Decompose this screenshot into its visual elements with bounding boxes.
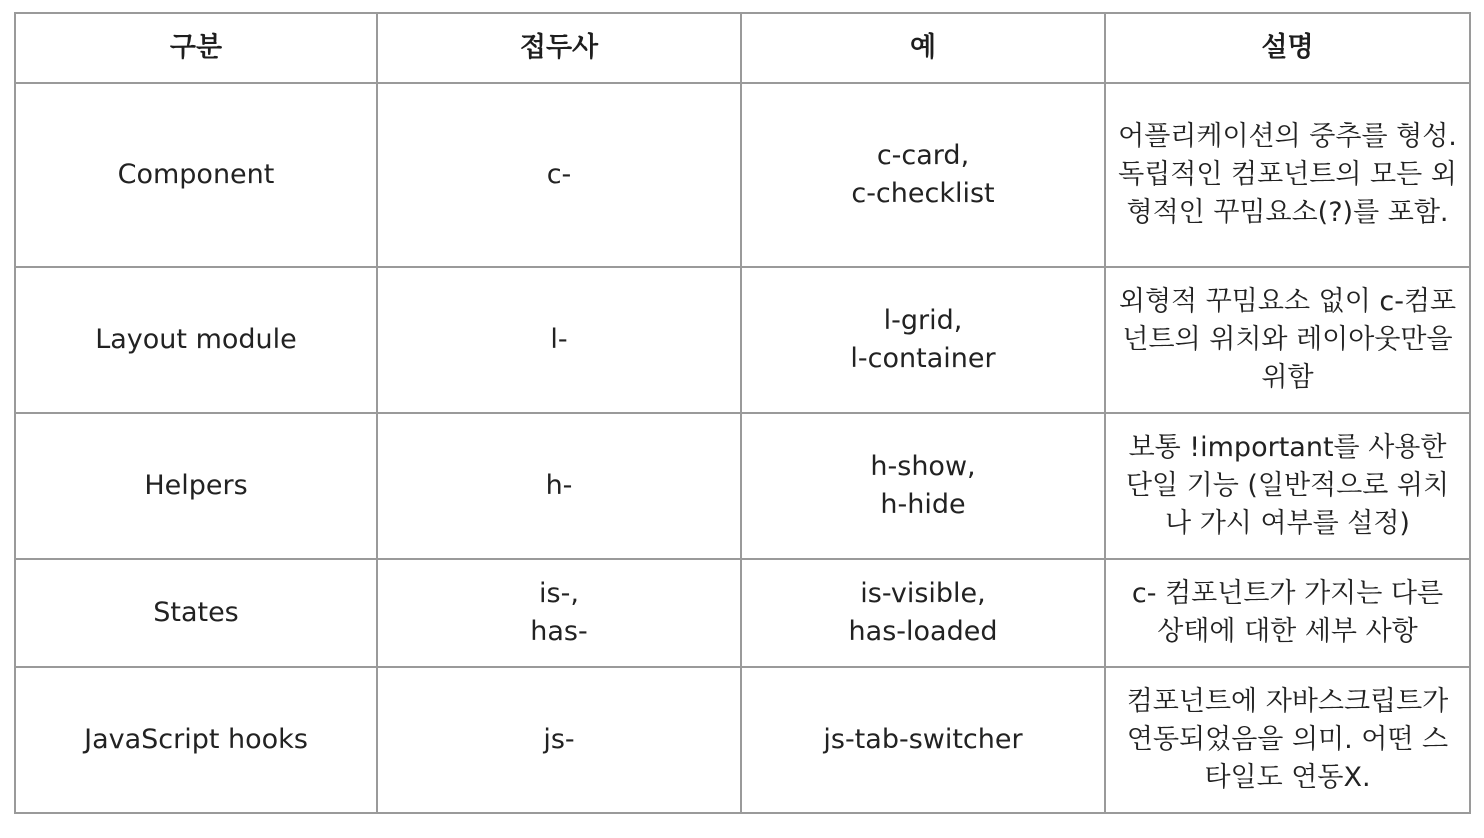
cell-category: States: [15, 559, 377, 667]
table-row: [15, 559, 1470, 667]
table-row: [15, 83, 1470, 267]
cell-example: is-visible, has-loaded: [741, 559, 1105, 667]
header-prefix: 접두사: [377, 13, 741, 83]
table-row: [15, 667, 1470, 813]
cell-description: 컴포넌트에 자바스크립트가 연동되었음을 의미. 어떤 스타일도 연동X.: [1105, 667, 1470, 813]
table-row: [15, 267, 1470, 413]
cell-example: c-card, c-checklist: [741, 83, 1105, 267]
header-example: 예: [741, 13, 1105, 83]
naming-convention-table: [14, 12, 1471, 814]
cell-example: js-tab-switcher: [741, 667, 1105, 813]
header-category: 구분: [15, 13, 377, 83]
cell-category: Component: [15, 83, 377, 267]
cell-description: 보통 !important를 사용한 단일 기능 (일반적으로 위치나 가시 여부를 설정): [1105, 413, 1470, 559]
cell-prefix: is-, has-: [377, 559, 741, 667]
cell-description: c- 컴포넌트가 가지는 다른 상태에 대한 세부 사항: [1105, 559, 1470, 667]
table-row: [15, 413, 1470, 559]
cell-example: h-show, h-hide: [741, 413, 1105, 559]
table-header-row: [15, 13, 1470, 83]
cell-prefix: js-: [377, 667, 741, 813]
cell-description: 외형적 꾸밈요소 없이 c-컴포넌트의 위치와 레이아웃만을 위함: [1105, 267, 1470, 413]
cell-category: Layout module: [15, 267, 377, 413]
header-description: 설명: [1105, 13, 1470, 83]
cell-prefix: h-: [377, 413, 741, 559]
cell-prefix: c-: [377, 83, 741, 267]
cell-prefix: l-: [377, 267, 741, 413]
cell-example: l-grid, l-container: [741, 267, 1105, 413]
cell-category: Helpers: [15, 413, 377, 559]
cell-category: JavaScript hooks: [15, 667, 377, 813]
cell-description: 어플리케이션의 중추를 형성. 독립적인 컴포넌트의 모든 외형적인 꾸밈요소(?)를 포함.: [1105, 83, 1470, 267]
